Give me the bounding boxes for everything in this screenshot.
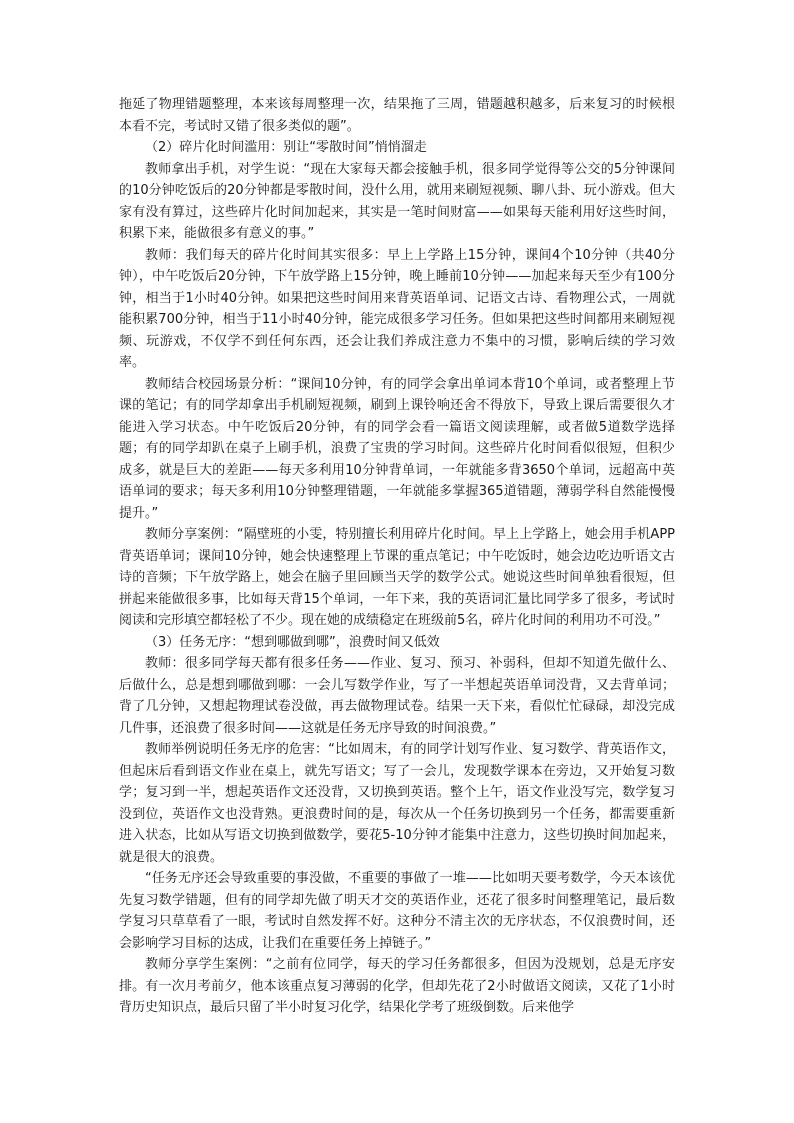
paragraph-case-xiaowen: 教师分享案例：“隔壁班的小雯，特别擅长利用碎片化时间。早上上学路上，她会用手机APP背英语单词；课间10分钟，她会快速整理上节课的重点笔记；中午吃饭时，她会边吃边听语文古诗的音频；下午放学路上，她会在脑子里回顾当天学的数学公式。她说这些时间单独看很短，但拼起来能做很多事，比如每天背15个单词，一年下来，我的英语词汇量比同学多了很多，考试时阅读和完形填空都轻松了不少。现在她的成绩稳定在班级前5名，碎片化时间的利用功不可没。” [119, 527, 675, 628]
paragraph-task-disorder-intro: 教师：很多同学每天都有很多任务——作业、复习、预习、补弱科，但却不知道先做什么、后做什么，总是想到哪做到哪：一会儿写数学作业，写了一半想起英语单词没背，又去背单词；背了几分钟，又想起物理试卷没做，再去做物理试卷。结果一天下来，看似忙忙碌碌，却没完成几件事，还浪费了很多时间——这就是任务无序导致的时间浪费。” [119, 656, 675, 736]
paragraph-continuation: 拖延了物理错题整理，本来该每周整理一次，结果拖了三周，错题越积越多，后来复习的时候根本看不完，考试时又错了很多类似的题”。 [119, 97, 675, 134]
paragraph-campus-scenario: 教师结合校园场景分析：“课间10分钟，有的同学会拿出单词本背10个单词，或者整理上节课的笔记；有的同学却拿出手机刷短视频，刷到上课铃响还舍不得放下，导致上课后需要很久才能进入学习状态。中午吃饭后20分钟，有的同学会看一篇语文阅读理解，或者做5道数学选择题；有的同学却趴在桌子上刷手机，浪费了宝贵的学习时间。这些碎片化时间看似很短，但积少成多，就是巨大的差距——每天多利用10分钟背单词，一年就能多背3650个单词，远超高中英语单词的要求；每天多利用10分钟整理错题，一年就能多掌握365道错题，薄弱学科自然能慢慢提升。” [119, 376, 675, 521]
document-page [119, 94, 675, 1019]
section-heading-fragmented-time: （2）碎片化时间滥用：别让“零散时间”悄悄溜走 [145, 140, 427, 155]
paragraph-daily-fragments: 教师：我们每天的碎片化时间其实很多：早上上学路上15分钟，课间4个10分钟（共40分钟），中午吃饭后20分钟，下午放学路上15分钟，晚上睡前10分钟——加起来每天至少有100分钟，相当于1小时40分钟。如果把这些时间用来背英语单词、记语文古诗、看物理公式，一周就能积累700分钟，相当于11小时40分钟，能完成很多学习任务。但如果把这些时间都用来刷短视频、玩游戏，不仅学不到任何东西，还会让我们养成注意力不集中的习惯，影响后续的学习效率。 [119, 247, 675, 370]
paragraph-teacher-phone: 教师拿出手机，对学生说：“现在大家每天都会接触手机，很多同学觉得等公交的5分钟课间的10分钟吃饭后的20分钟都是零散时间，没什么用，就用来刷短视频、聊八卦、玩小游戏。但大家有没有算过，这些碎片化时间加起来，其实是一笔时间财富——如果每天能利用好这些时间，积累下来，能做很多有意义的事。” [119, 161, 675, 241]
paragraph-student-case: 教师分享学生案例：“之前有位同学，每天的学习任务都很多，但因为没规划，总是无序安排。有一次月考前夕，他本该重点复习薄弱的化学，但却先花了2小时做语文阅读，又花了1小时背历史知识点，最后只留了半小时复习化学，结果化学考了班级倒数。后来他学 [119, 957, 675, 1015]
section-heading-task-disorder: （3）任务无序：“想到哪做到哪”，浪费时间又低效 [145, 634, 440, 650]
paragraph-priority-example: “任务无序还会导致重要的事没做，不重要的事做了一堆——比如明天要考数学，今天本该优先复习数学错题，但有的同学却先做了明天才交的英语作业，还花了很多时间整理笔记，最后数学复习只草草看了一眼，考试时自然发挥不好。这种分不清主次的无序状态，不仅浪费时间，还会影响学习目标的达成，让我们在重要任务上掉链子。” [119, 871, 675, 951]
paragraph-weekend-example: 教师举例说明任务无序的危害：“比如周末，有的同学计划写作业、复习数学、背英语作文，但起床后看到语文作业在桌上，就先写语文；写了一会儿，发现数学课本在旁边，又开始复习数学；复习到一半，想起英语作文还没背，又切换到英语。整个上午，语文作业没写完，数学复习没到位，英语作文也没背熟。更浪费时间的是，每次从一个任务切换到另一个任务，都需要重新进入状态，比如从写语文切换到做数学，要花5-10分钟才能集中注意力，这些切换时间加起来，就是很大的浪费。 [119, 742, 675, 865]
